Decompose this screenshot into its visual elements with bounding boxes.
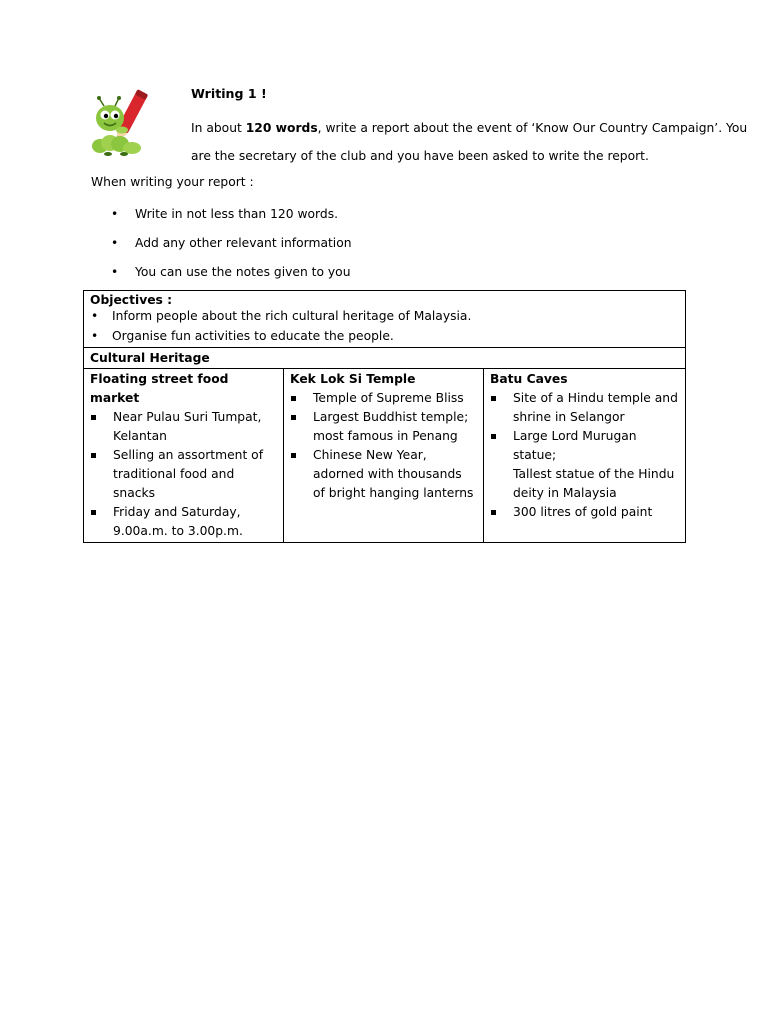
bullet-icon: •: [91, 328, 99, 343]
instructions-list: [111, 205, 352, 292]
bullet-icon: •: [111, 265, 119, 279]
square-bullet-icon: [491, 434, 496, 439]
bullet-icon: •: [111, 236, 119, 250]
column-list: [290, 389, 477, 503]
caterpillar-pencil-icon: [86, 86, 166, 166]
column-item-text: 300 litres of gold paint: [513, 505, 653, 519]
instruction-item: [111, 234, 352, 263]
objectives-label: Objectives :: [90, 293, 173, 307]
column-item: [90, 408, 277, 446]
column-item-text: Temple of Supreme Bliss: [313, 391, 464, 405]
instruction-text: You can use the notes given to you: [135, 265, 351, 279]
heritage-column-kek-lok-si: [284, 369, 484, 542]
intro-text-end: , write a report about the event of ‘Know Our Country Campaign’. You are the secretary of the club and you have been asked to write the report.: [191, 121, 748, 163]
heritage-column-batu-caves: [484, 369, 685, 542]
column-item: [90, 503, 277, 541]
column-item-text: Large Lord Murugan statue;: [513, 429, 637, 462]
column-item: [290, 446, 477, 503]
instructions-heading: When writing your report :: [91, 175, 254, 189]
square-bullet-icon: [291, 453, 296, 458]
objectives-list: [90, 307, 679, 346]
square-bullet-icon: [91, 510, 96, 515]
column-item: [90, 446, 277, 503]
square-bullet-icon: [291, 415, 296, 420]
column-title: Batu Caves: [490, 372, 568, 386]
objective-text: Organise fun activities to educate the people.: [112, 328, 394, 343]
square-bullet-icon: [491, 396, 496, 401]
column-item: [490, 503, 679, 522]
instruction-text: Write in not less than 120 words.: [135, 207, 339, 221]
column-item-text-continued: Tallest statue of the Hindu deity in Malaysia: [513, 467, 675, 500]
column-item: [490, 389, 679, 427]
objectives-section: [84, 291, 685, 348]
objective-item: [90, 327, 679, 347]
word-count-emphasis: 120 words: [245, 121, 318, 135]
bullet-icon: •: [91, 309, 99, 323]
cultural-heritage-label: Cultural Heritage: [84, 348, 685, 369]
square-bullet-icon: [491, 510, 496, 515]
bullet-icon: •: [111, 207, 119, 221]
heritage-column-food-market: [84, 369, 284, 542]
instruction-item: [111, 205, 352, 234]
notes-table: [83, 290, 686, 543]
column-list: [90, 408, 277, 541]
column-item-text: Chinese New Year, adorned with thousands of bright hanging lanterns: [313, 448, 474, 500]
square-bullet-icon: [291, 396, 296, 401]
objective-text: Inform people about the rich cultural heritage of Malaysia.: [112, 309, 472, 323]
square-bullet-icon: [91, 415, 96, 420]
column-item: [290, 408, 477, 446]
objective-item: [90, 307, 679, 327]
intro-text-start: In about: [191, 121, 246, 135]
square-bullet-icon: [91, 453, 96, 458]
column-title: Kek Lok Si Temple: [290, 372, 416, 386]
column-item-text: Selling an assortment of traditional food and snacks: [113, 448, 264, 500]
column-item-text: Friday and Saturday, 9.00a.m. to 3.00p.m.: [113, 505, 243, 538]
column-item-text: Largest Buddhist temple; most famous in Penang: [313, 410, 469, 443]
column-item: [490, 427, 679, 503]
task-intro: [191, 114, 751, 170]
column-title: Floating street food market: [90, 372, 229, 405]
writing-title: Writing 1 !: [191, 86, 267, 101]
instruction-text: Add any other relevant information: [135, 236, 352, 250]
column-item-text: Near Pulau Suri Tumpat, Kelantan: [113, 410, 262, 443]
instruction-item: [111, 263, 352, 292]
heritage-columns: [84, 369, 685, 542]
column-item: [290, 389, 477, 408]
column-item-text: Site of a Hindu temple and shrine in Selangor: [513, 391, 678, 424]
column-list: [490, 389, 679, 522]
